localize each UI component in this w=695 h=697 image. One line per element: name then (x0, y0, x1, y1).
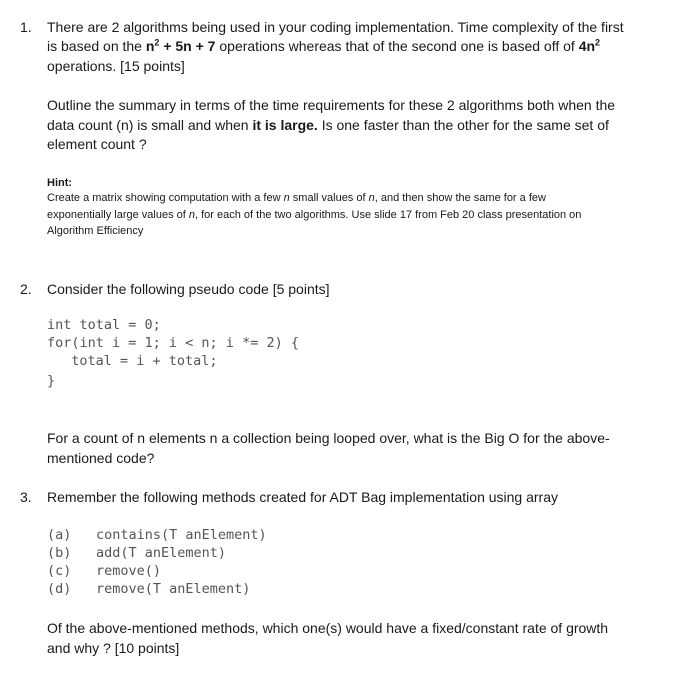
code-line-3: total = i + total; (55, 353, 218, 369)
option-d-label: (d) (47, 581, 72, 597)
hint-line-2: exponentially large values of n, for each of the two algorithms. Use slide 17 from Feb 20 class presentation on (47, 209, 582, 221)
question-1-outline-line-2: data count (n) is small and when it is large. Is one faster than the other for the same set of (47, 117, 609, 133)
hint-line-3: Algorithm Efficiency (47, 225, 144, 237)
code-line-1: int total = 0; (47, 317, 161, 333)
question-2-title: Consider the following pseudo code [5 points] (47, 281, 330, 297)
hint-title: Hint: (47, 177, 73, 189)
option-d-text: remove(T anElement) (96, 581, 251, 597)
question-3-prompt-line-2: and why ? [10 points] (47, 640, 180, 656)
question-2-prompt-line-1: For a count of n elements n a collection being looped over, what is the Big O for the above- (47, 430, 610, 446)
option-c-label: (c) (47, 563, 72, 579)
question-3-number: 3. (20, 489, 32, 505)
option-c-text: remove() (96, 563, 162, 579)
question-3-prompt-line-1: Of the above-mentioned methods, which one(s) would have a fixed/constant rate of growth (47, 620, 609, 636)
question-2-prompt-line-2: mentioned code? (47, 450, 155, 466)
question-1-line-2: is based on the $n^2 + 5n + 7$ operations whereas that of the second one is based off of $4n^2$ (47, 37, 601, 54)
question-1-outline-line-3: element count ? (47, 136, 147, 152)
option-a-label: (a) (47, 527, 72, 543)
question-3-title: Remember the following methods created for ADT Bag implementation using array (47, 489, 558, 505)
option-a-text: contains(T anElement) (96, 527, 267, 543)
question-1-outline-line-1: Outline the summary in terms of the time requirements for these 2 algorithms both when the (47, 97, 616, 113)
code-line-2: for(int i = 1; i < n; i *= 2) { (47, 335, 299, 351)
question-1-line-3: operations. [15 points] (47, 58, 185, 74)
code-line-4: } (47, 373, 56, 389)
option-b-text: add(T anElement) (96, 545, 227, 561)
question-1-number: 1. (20, 19, 32, 35)
hint-line-1: Create a matrix showing computation with a few n small values of n, and then show the same for a few (47, 192, 546, 204)
question-1-line-1: There are 2 algorithms being used in your coding implementation. Time complexity of the first (47, 19, 624, 35)
question-2-number: 2. (20, 281, 32, 297)
option-b-label: (b) (47, 545, 72, 561)
